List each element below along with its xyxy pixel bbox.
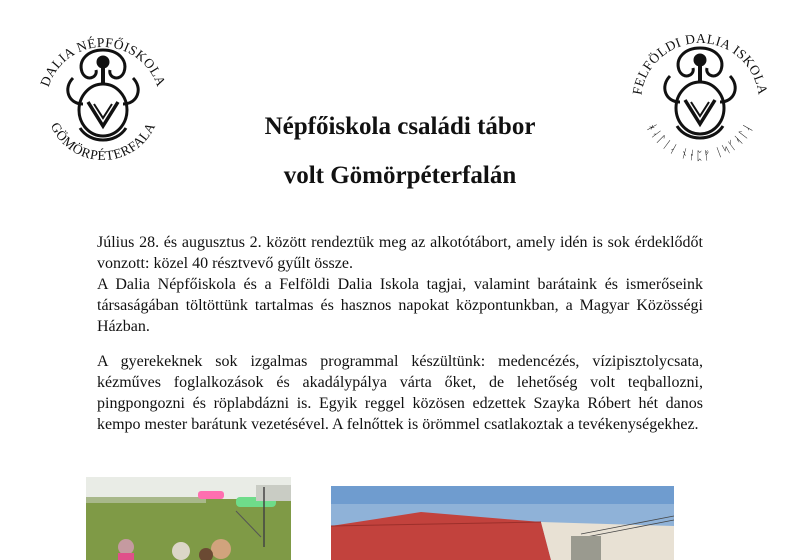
intro-sentence-2: A Dalia Népfőiskola és a Felföldi Dalia Iskola tagjai, valamint barátaink és ismerőseink társaságában töltöttünk tartalmas és hasznos napokat központunkban, a Magyar Közösségi Házban. [97,276,703,335]
photo-house [331,486,674,560]
photo-garden [86,477,291,560]
page-title-line-2: volt Gömörpéterfalán [283,162,517,189]
logo-ring-top: FELFÖLDI DALIA ISKOLA [629,30,771,96]
logo-ring-bottom-runes: ᚼᛆᛚᛁᛆ ᚾᛂᛈᚠ ᛁᛋᚴᚮᛚᛆ [643,120,757,163]
logo-ring-bottom: GÖMÖRPÉTERFALA [47,119,159,164]
programs-paragraph: A gyerekeknek sok izgalmas programmal készültünk: medencézés, vízipisztolycsata, kézműves foglalkozások és akadálypálya várta őket, de lehetőség volt teqballozni, pingpongozni és röplabdázni is. Egyik reggel közösen edzettek Szayka Róbert hét danos kempo mester barátunk vezetésével. A felnőttek is örömmel csatlakoztak a tevékenységekhez. [97,353,703,433]
dalia-nepfoiskola-logo [28,22,178,172]
page-title-line-1: Népfőiskola családi tábor [264,113,536,140]
felfoldi-dalia-iskola-logo [625,18,775,168]
logo-ring-top: DALIA NÉPFŐISKOLA [37,34,169,89]
intro-sentence-1: Július 28. és augusztus 2. között rendeztük meg az alkotótábort, amely idén is sok érdeklődőt vonzott: közel 40 résztvevő gyűlt össze. [97,234,703,272]
intro-paragraph [97,232,703,337]
